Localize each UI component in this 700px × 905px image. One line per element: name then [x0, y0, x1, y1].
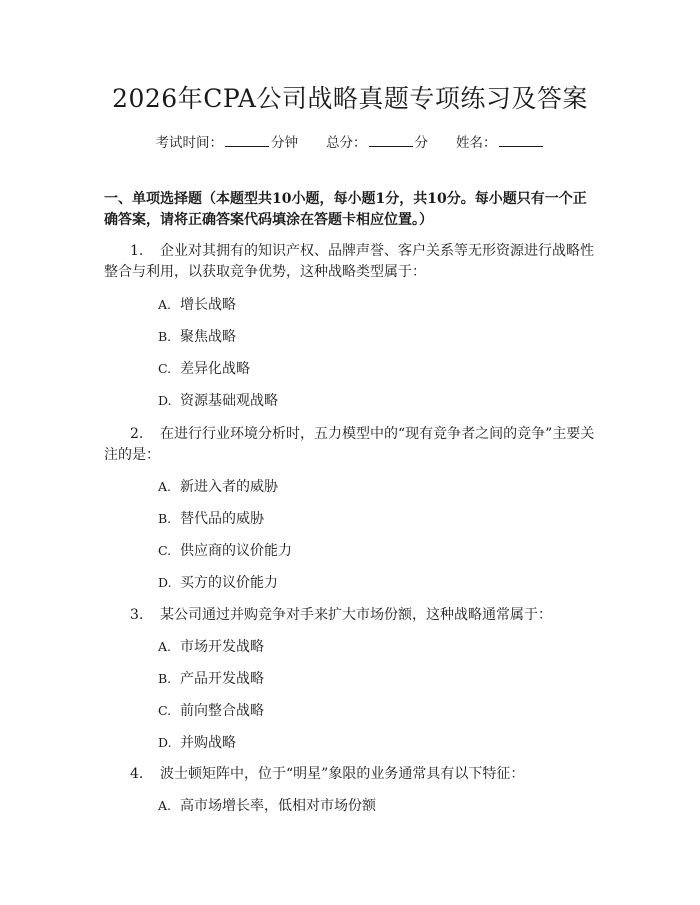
question-text: 波士顿矩阵中，位于“明星”象限的业务通常具有以下特征：	[160, 766, 525, 782]
name-field	[456, 132, 545, 153]
option-letter: B.	[158, 511, 172, 526]
option-letter: C.	[158, 543, 172, 558]
section-heading: 一、单项选择题（本题型共10小题，每小题1分，共10分。每小题只有一个正确答案，请将正确答案代码填涂在答题卡相应位置。）	[104, 191, 587, 228]
name-blank	[499, 132, 543, 147]
question-2-option-a	[158, 477, 596, 497]
option-letter: D.	[158, 735, 172, 750]
option-letter: A.	[158, 639, 172, 654]
total-score-blank	[369, 132, 413, 147]
option-text: 新进入者的威胁	[180, 479, 278, 495]
question-4-option-a	[158, 796, 596, 816]
question-number: 1.	[130, 243, 144, 259]
option-letter: D.	[158, 575, 172, 590]
total-score-unit: 分	[414, 135, 428, 151]
exam-time-blank	[225, 132, 269, 147]
question-text: 企业对其拥有的知识产权、品牌声誉、客户关系等无形资源进行战略性整合与利用，以获取竞争优势，这种战略类型属于：	[104, 243, 594, 280]
exam-time-label: 考试时间：	[155, 135, 223, 151]
option-text: 买方的议价能力	[180, 575, 278, 591]
option-text: 前向整合战略	[180, 703, 264, 719]
question-1-option-a	[158, 295, 596, 315]
exam-time-field	[156, 132, 299, 153]
option-text: 替代品的威胁	[180, 511, 264, 527]
option-letter: A.	[158, 479, 172, 494]
total-score-field	[326, 132, 428, 153]
name-label: 姓名：	[456, 135, 497, 151]
option-letter: D.	[158, 393, 172, 408]
question-2-option-b	[158, 509, 596, 529]
question-3-option-d	[158, 733, 596, 753]
option-letter: B.	[158, 329, 172, 344]
question-number: 3.	[130, 607, 144, 623]
question-4	[104, 764, 596, 785]
question-1-option-b	[158, 327, 596, 347]
question-text: 某公司通过并购竞争对手来扩大市场份额，这种战略通常属于：	[160, 607, 552, 623]
question-number: 2.	[130, 426, 144, 442]
question-2-option-d	[158, 573, 596, 593]
question-3-option-a	[158, 637, 596, 657]
question-1-option-d	[158, 391, 596, 411]
question-1-option-c	[158, 359, 596, 379]
option-text: 增长战略	[180, 297, 236, 313]
option-letter: A.	[158, 297, 172, 312]
option-text: 差异化战略	[180, 361, 250, 377]
option-text: 高市场增长率，低相对市场份额	[180, 798, 376, 814]
option-letter: C.	[158, 361, 172, 376]
option-text: 聚焦战略	[180, 329, 236, 345]
option-text: 产品开发战略	[180, 671, 264, 687]
option-text: 市场开发战略	[180, 639, 264, 655]
option-letter: A.	[158, 798, 172, 813]
question-2	[104, 424, 596, 466]
question-3	[104, 605, 596, 626]
question-number: 4.	[130, 766, 144, 782]
question-3-option-b	[158, 669, 596, 689]
question-2-option-c	[158, 541, 596, 561]
option-text: 供应商的议价能力	[180, 543, 292, 559]
total-score-label: 总分：	[326, 135, 367, 151]
option-text: 资源基础观战略	[180, 393, 278, 409]
exam-time-unit: 分钟	[271, 135, 298, 151]
page-title: 2026年CPA公司战略真题专项练习及答案	[112, 84, 588, 113]
question-1	[104, 241, 596, 283]
option-letter: B.	[158, 671, 172, 686]
option-letter: C.	[158, 703, 172, 718]
option-text: 并购战略	[180, 735, 236, 751]
question-text: 在进行行业环境分析时，五力模型中的“现有竞争者之间的竞争”主要关注的是：	[104, 426, 595, 463]
exam-info-line	[0, 132, 700, 153]
question-3-option-c	[158, 701, 596, 721]
